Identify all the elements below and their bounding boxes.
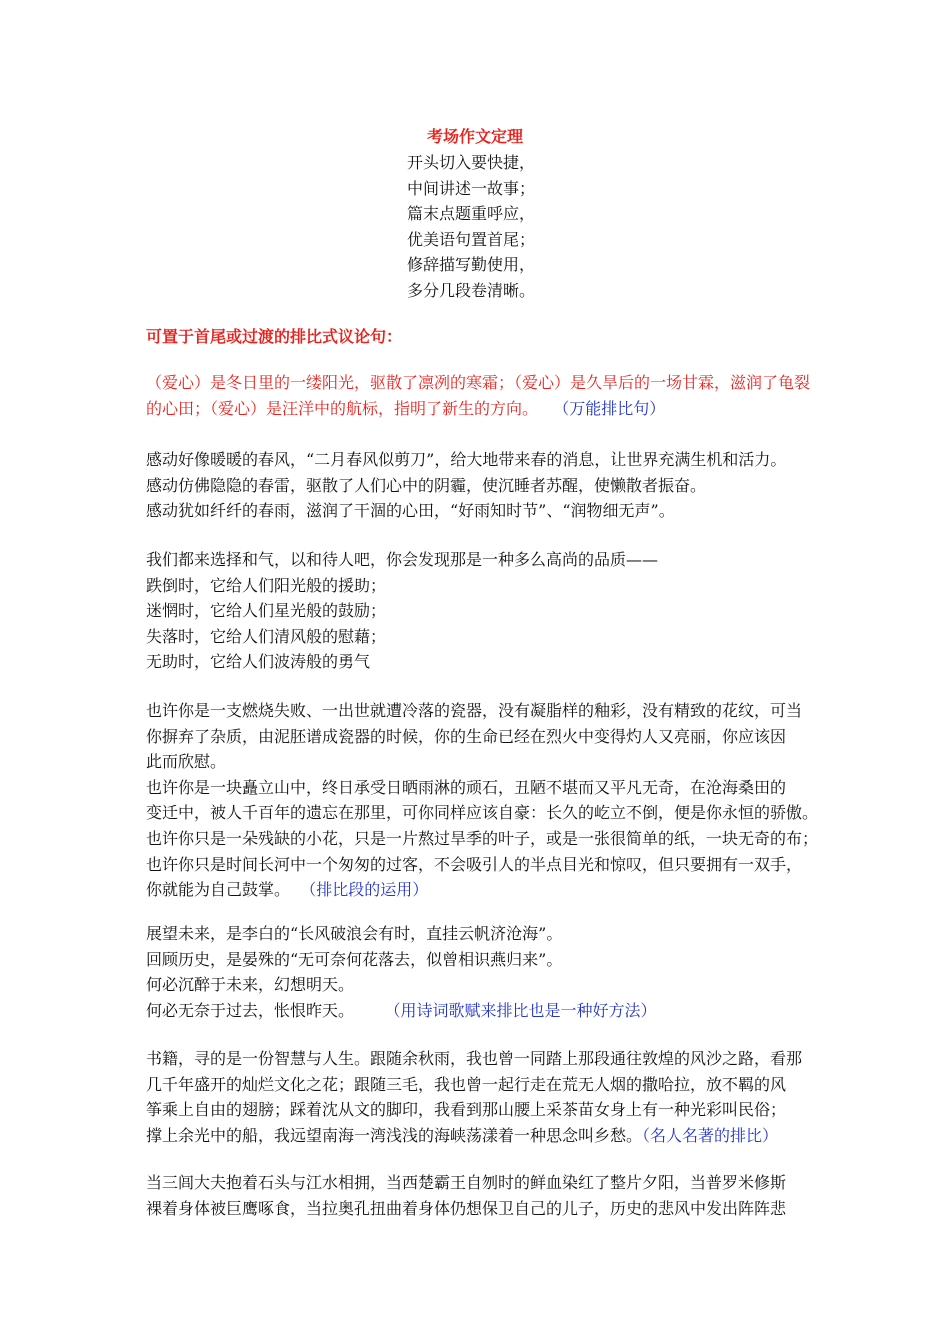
paragraph-line: 筝乘上自由的翅膀；踩着沈从文的脚印，我看到那山腰上采茶苗女身上有一种光彩叫民俗； <box>146 1100 787 1120</box>
annotation-note: （排比段的运用） <box>300 880 429 900</box>
paragraph-line: 何必沉醉于未来，幻想明天。 <box>146 975 355 995</box>
paragraph-line: 书籍，寻的是一份智慧与人生。跟随余秋雨，我也曾一同踏上那段通往敦煌的风沙之路，看那 <box>146 1049 803 1068</box>
paragraph-line: 感动好像暖暖的春风，“二月春风似剪刀”，给大地带来春的消息，让世界充满生机和活力。 <box>146 450 787 469</box>
paragraph-line: 我们都来选择和气，以和待人吧，你会发现那是一种多么高尚的品质—— <box>146 550 659 569</box>
paragraph-line: 失落时，它给人们清风般的慰藉； <box>146 626 387 646</box>
poem-line: 篇末点题重呼应， <box>407 204 536 224</box>
paragraph-line: 也许你是一支燃烧失败、一出世就遭冷落的瓷器，没有凝脂样的釉彩，没有精致的花纹，可当 <box>146 701 803 720</box>
paragraph-line: 此而欣慰。 <box>146 752 227 772</box>
paragraph-line <box>146 998 657 1024</box>
paragraph-history <box>146 1170 786 1221</box>
paragraph-line: 无助时，它给人们波涛般的勇气 <box>146 652 371 672</box>
annotation-note: （万能排比句） <box>553 398 666 418</box>
paragraph-line: 你摒弃了杂质，由泥胚谱成瓷器的时候，你的生命已经在烈火中变得灼人又亮丽，你应该因 <box>146 726 787 746</box>
section-heading: 可置于首尾或过渡的排比式议论句： <box>146 327 403 346</box>
annotation-note: （用诗词歌赋来排比也是一种好方法） <box>384 1000 657 1020</box>
paragraph-maybe <box>146 698 818 903</box>
paragraph-line: 跌倒时，它给人们阳光般的援助； <box>146 575 387 595</box>
paragraph-line: 也许你只是时间长河中一个匆匆的过客，不会吸引人的半点目光和惊叹，但只要拥有一双手， <box>146 854 803 874</box>
poem-block <box>407 150 535 304</box>
paragraph-books <box>146 1046 802 1148</box>
paragraph-line: 裸着身体被巨鹰啄食，当拉奥孔扭曲着身体仍想保卫自己的儿子，历史的悲风中发出阵阵悲 <box>146 1198 787 1218</box>
paragraph-text: 撑上余光中的船，我远望南海一湾浅浅的海峡荡漾着一种思念叫乡愁。 <box>146 1125 643 1145</box>
paragraph-harmony <box>146 547 658 675</box>
paragraph-line: 感动犹如纤纤的春雨，滋润了干涸的心田，“好雨知时节”、“润物细无声”。 <box>146 501 675 521</box>
paragraph-line: （爱心）是冬日里的一缕阳光，驱散了凛冽的寒霜；（爱心）是久旱后的一场甘霖，滋润了龟裂 <box>146 373 811 392</box>
annotation-note: （名人名著的排比） <box>642 1125 779 1145</box>
paragraph-line: 回顾历史，是晏殊的“无可奈何花落去，似曾相识燕归来”。 <box>146 949 563 969</box>
poem-line: 开头切入要快捷， <box>407 153 536 172</box>
paragraph-line: 几千年盛开的灿烂文化之花；跟随三毛，我也曾一起行走在荒无人烟的撒哈拉，放不羁的风 <box>146 1074 787 1094</box>
poem-line: 中间讲述一故事； <box>407 178 536 198</box>
paragraph-line: 迷惘时，它给人们星光般的鼓励； <box>146 601 387 621</box>
paragraph-line: 也许你是一块矗立山中，终日承受日晒雨淋的顽石，丑陋不堪而又平凡无奇，在沧海桑田的 <box>146 777 787 797</box>
paragraph-poetry <box>146 921 657 1023</box>
paragraph-line: 展望未来，是李白的“长风破浪会有时，直挂云帆济沧海”。 <box>146 924 563 943</box>
poem-line: 修辞描写勤使用， <box>407 255 536 275</box>
paragraph-line: 感动仿佛隐隐的春雷，驱散了人们心中的阴霾，使沉睡者苏醒，使懒散者振奋。 <box>146 475 707 495</box>
poem-line: 优美语句置首尾； <box>407 229 536 249</box>
paragraph-text: 你就能为自己鼓掌。 <box>146 880 291 900</box>
paragraph-line <box>146 877 818 903</box>
poem-line: 多分几段卷清晰。 <box>407 280 536 300</box>
document-title: 考场作文定理 <box>426 127 523 146</box>
paragraph-text: 的心田；（爱心）是汪洋中的航标，指明了新生的方向。 <box>146 398 539 418</box>
paragraph-touch <box>146 447 786 524</box>
paragraph-line <box>146 1123 802 1149</box>
paragraph-love <box>146 370 810 421</box>
paragraph-text: 何必无奈于过去，怅恨昨天。 <box>146 1000 355 1020</box>
paragraph-line: 也许你只是一朵残缺的小花，只是一片熬过旱季的叶子，或是一张很简单的纸，一块无奇的布； <box>146 828 819 848</box>
paragraph-line: 变迁中，被人千百年的遗忘在那里，可你同样应该自豪：长久的屹立不倒，便是你永恒的骄傲。 <box>146 803 819 823</box>
paragraph-line <box>146 396 810 422</box>
paragraph-line: 当三闾大夫抱着石头与江水相拥，当西楚霸王自刎时的鲜血染红了整片夕阳，当普罗米修斯 <box>146 1173 787 1192</box>
